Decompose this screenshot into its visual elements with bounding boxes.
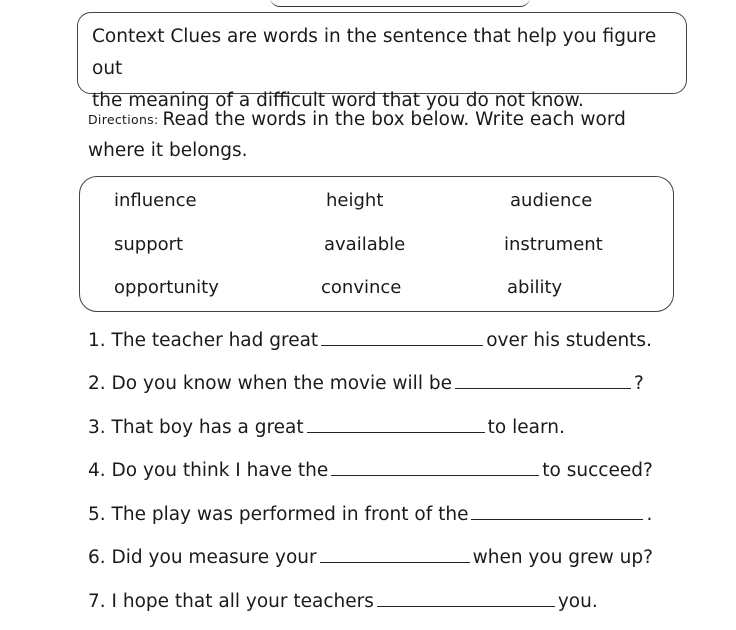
sentence-number: 6.: [88, 547, 106, 568]
answer-blank[interactable]: [320, 547, 470, 563]
sentence-text-before: The play was performed in front of the: [111, 504, 469, 525]
definition-box: [77, 12, 687, 111]
definition-line-2: the meaning of a difficult word that you do not know.: [92, 90, 584, 111]
sentence-number: 1.: [88, 330, 106, 351]
directions: [88, 104, 688, 166]
definition-line-1: Context Clues are words in the sentence that help you figure out: [92, 26, 657, 79]
answer-blank[interactable]: [377, 591, 555, 607]
sentence-text-after: to succeed?: [542, 460, 653, 481]
title-box-edge: [270, 0, 530, 7]
sentence-number: 3.: [88, 417, 106, 438]
word-bank-item: convince: [321, 277, 402, 298]
word-bank-item: support: [114, 234, 184, 255]
word-bank-item: instrument: [504, 234, 603, 255]
word-bank-item: available: [324, 234, 406, 255]
directions-text-line-1: Read the words in the box below. Write each word: [162, 109, 626, 130]
sentence-text-before: That boy has a great: [111, 417, 304, 438]
sentence-text-after: .: [646, 504, 653, 525]
word-bank-item: height: [326, 190, 384, 211]
word-bank-item: influence: [114, 190, 197, 211]
answer-blank[interactable]: [321, 330, 483, 346]
sentence-number: 7.: [88, 591, 106, 612]
sentence-number: 4.: [88, 460, 106, 481]
word-bank-item: audience: [510, 190, 593, 211]
sentence-number: 2.: [88, 373, 106, 394]
sentence-text-after: you.: [557, 591, 598, 612]
sentence-6: [88, 546, 653, 570]
sentence-3: [88, 416, 565, 440]
directions-text-line-2: where it belongs.: [88, 140, 248, 161]
sentence-text-before: The teacher had great: [111, 330, 319, 351]
sentence-text-after: when you grew up?: [472, 547, 653, 568]
word-bank-box: [79, 176, 674, 312]
directions-label: Directions:: [88, 112, 159, 127]
sentence-5: [88, 503, 652, 527]
sentence-text-after: over his students.: [486, 330, 652, 351]
sentence-7: [88, 590, 598, 614]
sentence-text-after: to learn.: [487, 417, 565, 438]
sentence-2: [88, 372, 644, 396]
word-bank-item: opportunity: [114, 277, 219, 298]
answer-blank[interactable]: [455, 373, 631, 389]
sentence-text-before: Did you measure your: [111, 547, 317, 568]
answer-blank[interactable]: [471, 504, 643, 520]
sentence-4: [88, 459, 653, 483]
answer-blank[interactable]: [307, 417, 485, 433]
sentence-number: 5.: [88, 504, 106, 525]
sentence-text-before: Do you know when the movie will be: [111, 373, 452, 394]
sentence-1: [88, 329, 652, 353]
sentence-text-before: Do you think I have the: [111, 460, 329, 481]
answer-blank[interactable]: [331, 460, 539, 476]
sentence-text-after: ?: [633, 373, 644, 394]
word-bank-item: ability: [507, 277, 563, 298]
sentence-text-before: I hope that all your teachers: [111, 591, 374, 612]
